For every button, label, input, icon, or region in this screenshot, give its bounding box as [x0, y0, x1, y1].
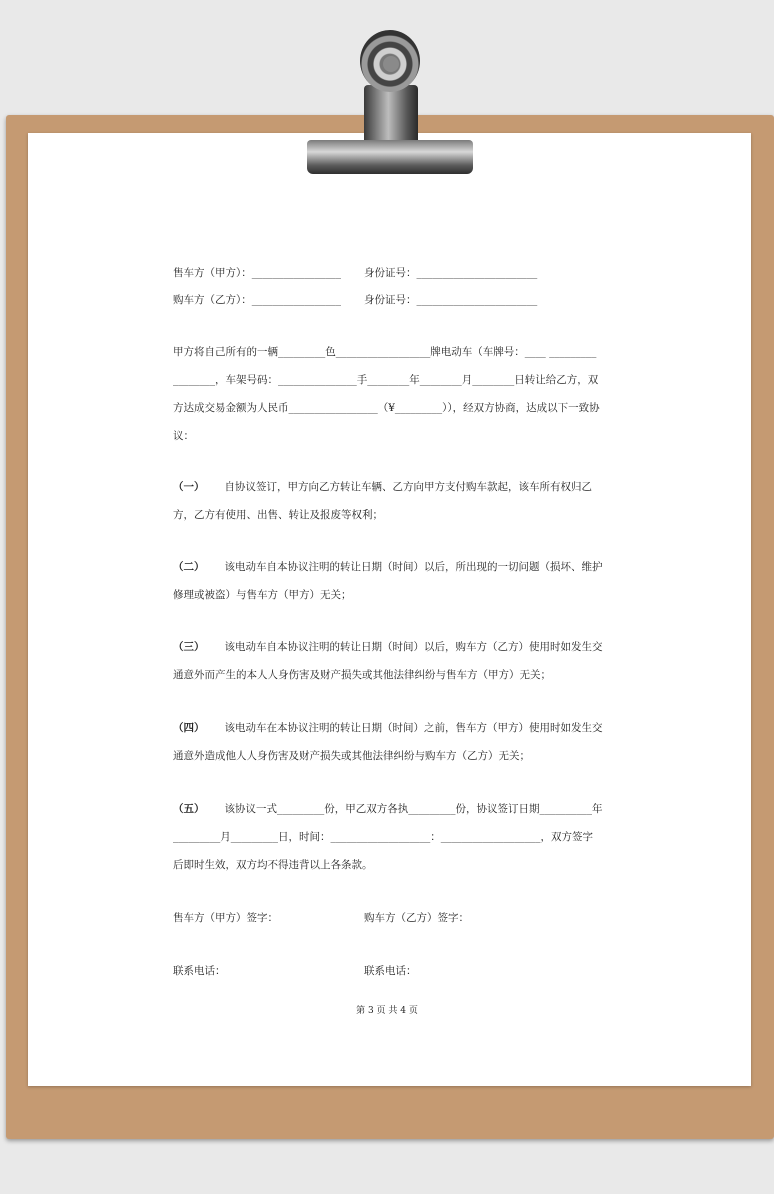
clip-hole	[383, 56, 399, 72]
buyer-id-field: 身份证号：_______________________	[364, 294, 538, 306]
clause-1-number: （一）	[173, 481, 205, 493]
clause-2-text: 该电动车自本协议注明的转让日期（时间）以后，所出现的一切问题（损坏、维护修理或被盗）与售车方（甲方）无关；	[173, 561, 603, 601]
seller-signature: 售车方（甲方）签字：	[173, 912, 278, 924]
clause-2-number: （二）	[173, 561, 205, 573]
seller-id-field: 身份证号：_______________________	[364, 267, 538, 279]
clause-4	[173, 714, 603, 770]
clause-5	[173, 795, 603, 879]
seller-field: 售车方（甲方）：_________________	[173, 267, 341, 279]
clause-2	[173, 553, 603, 609]
binder-clip-icon	[307, 140, 473, 174]
clause-1-text: 自协议签订，甲方向乙方转让车辆、乙方向甲方支付购车款起，该车所有权归乙方，乙方有使用、出售、转让及报废等权利；	[173, 481, 592, 521]
buyer-signature: 购车方（乙方）签字：	[364, 912, 469, 924]
clause-3	[173, 633, 603, 689]
buyer-phone: 联系电话：	[364, 965, 417, 977]
clause-4-number: （四）	[173, 722, 205, 734]
clip-lever	[364, 85, 418, 147]
clause-3-number: （三）	[173, 641, 205, 653]
buyer-field: 购车方（乙方）：_________________	[173, 294, 341, 306]
clause-4-text: 该电动车在本协议注明的转让日期（时间）之前，售车方（甲方）使用时如发生交通意外造成他人人身伤害及财产损失或其他法律纠纷与购车方（乙方）无关；	[173, 722, 603, 762]
clause-1	[173, 473, 603, 529]
seller-phone: 联系电话：	[173, 965, 226, 977]
intro-paragraph: 甲方将自己所有的一辆_________色__________________牌电动车（车牌号：____ _________ ________，车架号码：_______________手________年________月________日转让给乙方，双方达成交易金额为人民币_________________（¥_________）），经双方协商，达成以下一致协议：	[173, 346, 600, 442]
page-number: 第 3 页 共 4 页	[356, 1006, 418, 1016]
clause-5-text: 该协议一式_________份，甲乙双方各执_________份，协议签订日期__________年_________月_________日，时间：___________________：___________________，双方签字后即时生效，双方均不得违背以上各条款。	[173, 803, 603, 871]
clause-5-number: （五）	[173, 803, 205, 815]
clause-3-text: 该电动车自本协议注明的转让日期（时间）以后，购车方（乙方）使用时如发生交通意外而产生的本人人身伤害及财产损失或其他法律纠纷与售车方（甲方）无关；	[173, 641, 603, 681]
